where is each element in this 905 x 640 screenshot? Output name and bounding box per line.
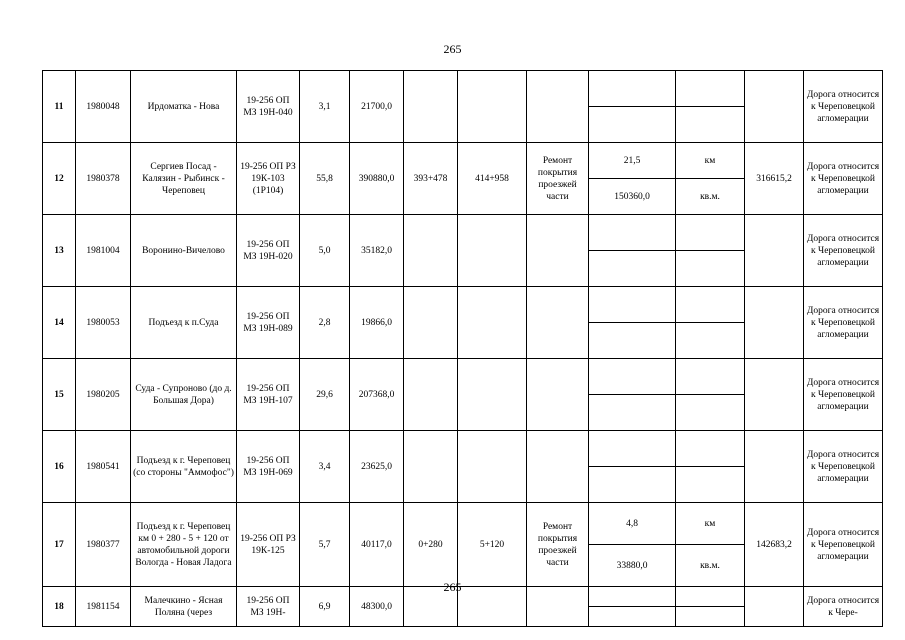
road-name: Подъезд к г. Череповец (со стороны "Аммофос") — [131, 431, 237, 503]
unit-area — [676, 395, 745, 431]
km-start: 0+280 — [404, 503, 458, 587]
road-doc: 19-256 ОП МЗ 19Н-069 — [237, 431, 300, 503]
road-code: 1980205 — [76, 359, 131, 431]
work-type — [527, 287, 589, 359]
road-code: 1980377 — [76, 503, 131, 587]
work-type: Ремонт покрытия проезжей части — [527, 143, 589, 215]
road-code: 1980378 — [76, 143, 131, 215]
km-start — [404, 431, 458, 503]
km-end — [458, 215, 527, 287]
unit-area — [676, 607, 745, 627]
road-note: Дорога относится к Череповецкой агломерации — [804, 215, 883, 287]
unit-km: км — [676, 143, 745, 179]
volume-km — [589, 215, 676, 251]
volume-area: 150360,0 — [589, 179, 676, 215]
km-start — [404, 359, 458, 431]
road-name: Малечкино - Ясная Поляна (через — [131, 587, 237, 627]
unit-area — [676, 107, 745, 143]
road-code: 1980053 — [76, 287, 131, 359]
volume-km — [589, 431, 676, 467]
volume-km — [589, 71, 676, 107]
work-type — [527, 71, 589, 143]
road-note: Дорога относится к Череповецкой агломерации — [804, 143, 883, 215]
volume-km: 21,5 — [589, 143, 676, 179]
volume-area — [589, 323, 676, 359]
volume-km — [589, 359, 676, 395]
repair-sum — [745, 359, 804, 431]
road-cost: 19866,0 — [350, 287, 404, 359]
road-length: 3,1 — [300, 71, 350, 143]
km-start — [404, 215, 458, 287]
road-code: 1981004 — [76, 215, 131, 287]
page-number-top: 265 — [443, 42, 462, 56]
roads-table — [42, 70, 883, 627]
unit-area — [676, 467, 745, 503]
unit-km — [676, 287, 745, 323]
table-row — [43, 287, 883, 323]
unit-area: кв.м. — [676, 545, 745, 587]
road-code: 1980048 — [76, 71, 131, 143]
km-start — [404, 71, 458, 143]
unit-km — [676, 71, 745, 107]
road-doc: 19-256 ОП МЗ 19Н-020 — [237, 215, 300, 287]
work-type — [527, 431, 589, 503]
volume-area — [589, 107, 676, 143]
km-start — [404, 287, 458, 359]
work-type — [527, 359, 589, 431]
volume-km — [589, 287, 676, 323]
repair-sum: 316615,2 — [745, 143, 804, 215]
km-start: 393+478 — [404, 143, 458, 215]
volume-area — [589, 395, 676, 431]
km-end — [458, 71, 527, 143]
road-doc: 19-256 ОП МЗ 19Н-040 — [237, 71, 300, 143]
volume-km: 4,8 — [589, 503, 676, 545]
unit-km — [676, 431, 745, 467]
road-cost: 40117,0 — [350, 503, 404, 587]
km-end — [458, 359, 527, 431]
km-end — [458, 287, 527, 359]
km-end: 5+120 — [458, 503, 527, 587]
unit-km — [676, 359, 745, 395]
road-note: Дорога относится к Череповецкой агломерации — [804, 359, 883, 431]
row-number: 11 — [43, 71, 76, 143]
row-number: 13 — [43, 215, 76, 287]
road-note: Дорога относится к Череповецкой агломерации — [804, 287, 883, 359]
unit-area: кв.м. — [676, 179, 745, 215]
table-row — [43, 143, 883, 179]
road-note: Дорога относится к Череповецкой агломерации — [804, 71, 883, 143]
unit-km — [676, 215, 745, 251]
unit-km: км — [676, 503, 745, 545]
volume-area — [589, 251, 676, 287]
volume-area — [589, 607, 676, 627]
road-length: 6,9 — [300, 587, 350, 627]
road-code: 1981154 — [76, 587, 131, 627]
road-length: 29,6 — [300, 359, 350, 431]
volume-area — [589, 467, 676, 503]
road-length: 3,4 — [300, 431, 350, 503]
road-cost: 21700,0 — [350, 71, 404, 143]
table-row — [43, 215, 883, 251]
repair-sum — [745, 431, 804, 503]
row-number: 17 — [43, 503, 76, 587]
unit-area — [676, 251, 745, 287]
road-cost: 35182,0 — [350, 215, 404, 287]
road-note: Дорога относится к Чере- — [804, 587, 883, 627]
road-doc: 19-256 ОП РЗ 19К-125 — [237, 503, 300, 587]
page-number-bottom: 265 — [443, 580, 462, 594]
work-type: Ремонт покрытия проезжей части — [527, 503, 589, 587]
road-note: Дорога относится к Череповецкой агломерации — [804, 503, 883, 587]
road-length: 5,7 — [300, 503, 350, 587]
row-number: 12 — [43, 143, 76, 215]
road-doc: 19-256 ОП РЗ 19К-103 (1Р104) — [237, 143, 300, 215]
table-row — [43, 503, 883, 545]
road-note: Дорога относится к Череповецкой агломерации — [804, 431, 883, 503]
road-code: 1980541 — [76, 431, 131, 503]
road-name: Ирдоматка - Нова — [131, 71, 237, 143]
road-length: 5,0 — [300, 215, 350, 287]
road-cost: 207368,0 — [350, 359, 404, 431]
row-number: 15 — [43, 359, 76, 431]
row-number: 18 — [43, 587, 76, 627]
road-doc: 19-256 ОП МЗ 19Н-107 — [237, 359, 300, 431]
table-row — [43, 359, 883, 395]
road-cost: 23625,0 — [350, 431, 404, 503]
road-name: Суда - Супроново (до д. Большая Дора) — [131, 359, 237, 431]
table-row — [43, 431, 883, 467]
volume-area: 33880,0 — [589, 545, 676, 587]
road-cost: 48300,0 — [350, 587, 404, 627]
table-row — [43, 71, 883, 107]
road-doc: 19-256 ОП МЗ 19Н-089 — [237, 287, 300, 359]
km-end: 414+958 — [458, 143, 527, 215]
road-name: Подъезд к п.Суда — [131, 287, 237, 359]
repair-sum — [745, 215, 804, 287]
km-end — [458, 431, 527, 503]
road-doc: 19-256 ОП МЗ 19Н- — [237, 587, 300, 627]
row-number: 16 — [43, 431, 76, 503]
repair-sum — [745, 287, 804, 359]
road-name: Сергиев Посад - Калязин - Рыбинск - Череповец — [131, 143, 237, 215]
road-length: 2,8 — [300, 287, 350, 359]
road-length: 55,8 — [300, 143, 350, 215]
row-number: 14 — [43, 287, 76, 359]
road-cost: 390880,0 — [350, 143, 404, 215]
work-type — [527, 215, 589, 287]
road-name: Воронино-Вичелово — [131, 215, 237, 287]
road-name: Подъезд к г. Череповец км 0 + 280 - 5 + 120 от автомобильной дороги Вологда - Новая Ладога — [131, 503, 237, 587]
repair-sum — [745, 71, 804, 143]
repair-sum: 142683,2 — [745, 503, 804, 587]
unit-area — [676, 323, 745, 359]
